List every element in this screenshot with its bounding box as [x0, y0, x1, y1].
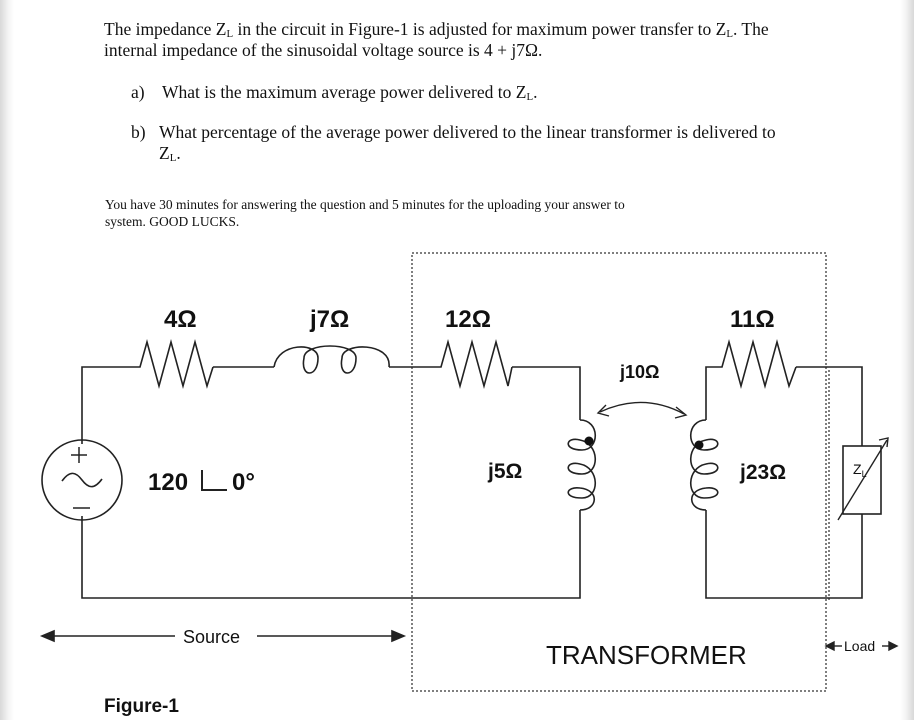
label-11-ohm: 11Ω: [730, 306, 775, 333]
label-j10-ohm: j10Ω: [620, 362, 660, 382]
source-angle: 0°: [232, 469, 255, 496]
label-j7-ohm: j7Ω: [310, 306, 350, 333]
polarity-dot-primary: [585, 437, 594, 446]
load-label: $Z_L$: [853, 461, 867, 479]
label-j23-ohm: j23Ω: [740, 461, 787, 484]
part-b-text: What percentage of the average power delivered to the linear transformer is delivered to: [159, 122, 776, 142]
mutual-coupling-arrow: [598, 402, 686, 418]
polarity-dot-secondary: [695, 441, 704, 450]
part-a-text: What is the maximum average power delivered to ZL.: [162, 82, 538, 103]
angle-icon: [202, 470, 227, 490]
voltage-source: [42, 440, 122, 520]
question-line-2: internal impedance of the sinusoidal voltage source is 4 + j7Ω.: [104, 40, 543, 60]
source-section-label: Source: [183, 627, 241, 647]
note-line-2: system. GOOD LUCKS.: [105, 214, 240, 229]
plus-icon: [71, 447, 87, 463]
transformer-section-label: TRANSFORMER: [546, 640, 747, 670]
part-a-label: a): [131, 82, 145, 102]
label-4-ohm: 4Ω: [164, 306, 197, 333]
resistor-11-ohm: [715, 342, 796, 386]
source-magnitude: 120: [148, 469, 189, 496]
note-line-1: You have 30 minutes for answering the question and 5 minutes for the uploading your answer to: [105, 197, 625, 212]
load-section-label: Load: [844, 638, 876, 654]
label-12-ohm: 12Ω: [445, 306, 491, 333]
figure-caption: Figure-1: [104, 696, 179, 717]
coil-primary-j5: [568, 420, 595, 510]
resistor-12-ohm: [434, 342, 512, 386]
resistor-4-ohm: [133, 342, 213, 386]
inductor-j7: [274, 346, 389, 373]
part-b-text-line-2: ZL.: [159, 143, 181, 164]
label-j5-ohm: j5Ω: [488, 460, 523, 483]
coil-secondary-j23: [691, 420, 718, 510]
load-impedance: [838, 438, 888, 520]
part-b-label: b): [131, 122, 146, 142]
question-line-1: The impedance ZL in the circuit in Figure-1 is adjusted for maximum power transfer to ZL. The: [104, 19, 769, 40]
